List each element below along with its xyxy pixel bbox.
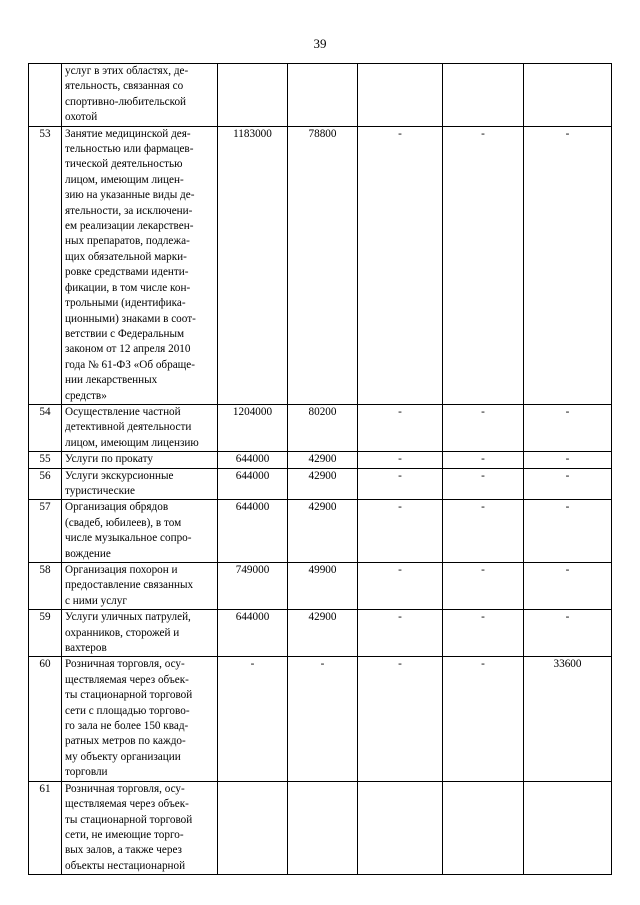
activity-description — [62, 126, 218, 404]
description-line: лицом, имеющим лицен- — [65, 173, 184, 186]
value-cell-5: - — [524, 126, 612, 404]
description-line: ятельности, за исключени- — [65, 204, 193, 217]
row-number — [29, 64, 62, 127]
value-cell-4: - — [443, 610, 524, 657]
description-line: фикации, в том числе кон- — [65, 281, 191, 294]
value-cell-1: 1183000 — [218, 126, 288, 404]
value-cell-3: - — [358, 610, 443, 657]
description-line: вождение — [65, 547, 111, 560]
value-cell-5: - — [524, 610, 612, 657]
activity-description — [62, 563, 218, 610]
description-line: Услуги по прокату — [65, 453, 153, 466]
value-cell-2: 78800 — [288, 126, 358, 404]
value-cell-3: - — [358, 468, 443, 500]
value-cell-5: - — [524, 468, 612, 500]
description-line: законом от 12 апреля 2010 — [65, 343, 191, 356]
description-line: ратных метров по каждо- — [65, 735, 186, 748]
description-line: тельностью или фармацев- — [65, 143, 194, 156]
value-cell-4: - — [443, 563, 524, 610]
description-line: охотой — [65, 111, 98, 124]
row-number: 60 — [29, 657, 62, 781]
value-cell-1: 644000 — [218, 452, 288, 468]
description-line: вых залов, а также через — [65, 844, 182, 857]
description-line: щих обязательной марки- — [65, 250, 187, 263]
table-row — [29, 657, 612, 781]
value-cell-3: - — [358, 657, 443, 781]
value-cell-2 — [288, 781, 358, 874]
description-line: числе музыкальное сопро- — [65, 532, 192, 545]
description-line: ятельность, связанная со — [65, 80, 184, 93]
value-cell-5: - — [524, 500, 612, 563]
description-line: ществляемая через объек- — [65, 798, 189, 811]
activity-description — [62, 64, 218, 127]
description-line: Осуществление частной — [65, 405, 181, 418]
description-line: года № 61-ФЗ «Об обраще- — [65, 358, 195, 371]
value-cell-2: 42900 — [288, 452, 358, 468]
description-line: ных препаратов, подлежа- — [65, 235, 190, 248]
table-row — [29, 404, 612, 451]
row-number: 57 — [29, 500, 62, 563]
value-cell-1: 644000 — [218, 610, 288, 657]
value-cell-1: - — [218, 657, 288, 781]
activity-description — [62, 610, 218, 657]
description-line: Услуги уличных патрулей, — [65, 611, 191, 624]
activity-description — [62, 781, 218, 874]
activity-description — [62, 404, 218, 451]
table-row — [29, 781, 612, 874]
value-cell-2 — [288, 64, 358, 127]
description-line: ты стационарной торговой — [65, 813, 193, 826]
value-cell-4 — [443, 64, 524, 127]
value-cell-4: - — [443, 404, 524, 451]
description-line: трольными (идентифика- — [65, 297, 186, 310]
value-cell-2: 49900 — [288, 563, 358, 610]
description-line: средств» — [65, 389, 107, 402]
row-number: 55 — [29, 452, 62, 468]
row-number: 58 — [29, 563, 62, 610]
description-line: объекты нестационарной — [65, 859, 186, 872]
row-number: 59 — [29, 610, 62, 657]
description-line: ем реализации лекарствен- — [65, 220, 194, 233]
activity-description — [62, 500, 218, 563]
value-cell-3: - — [358, 452, 443, 468]
value-cell-1 — [218, 781, 288, 874]
value-cell-3: - — [358, 563, 443, 610]
value-cell-3 — [358, 781, 443, 874]
value-cell-2: 42900 — [288, 610, 358, 657]
row-number: 56 — [29, 468, 62, 500]
description-line: Розничная торговля, осу- — [65, 658, 185, 671]
table-row — [29, 126, 612, 404]
table-row — [29, 468, 612, 500]
description-line: сети с площадью торгово- — [65, 704, 190, 717]
description-line: с ними услуг — [65, 594, 127, 607]
value-cell-5: - — [524, 563, 612, 610]
description-line: му объекту организации — [65, 750, 181, 763]
value-cell-4: - — [443, 126, 524, 404]
value-cell-2: 42900 — [288, 468, 358, 500]
value-cell-5: 33600 — [524, 657, 612, 781]
value-cell-3 — [358, 64, 443, 127]
value-cell-4: - — [443, 657, 524, 781]
value-cell-4 — [443, 781, 524, 874]
table-row — [29, 563, 612, 610]
value-cell-1: 644000 — [218, 500, 288, 563]
value-cell-3: - — [358, 500, 443, 563]
description-line: ционными) знаками в соот- — [65, 312, 196, 325]
description-line: лицом, имеющим лицензию — [65, 436, 199, 449]
description-line: ровке средствами иденти- — [65, 266, 189, 279]
row-number: 53 — [29, 126, 62, 404]
value-cell-5 — [524, 64, 612, 127]
description-line: Организация обрядов — [65, 501, 169, 514]
value-cell-5: - — [524, 452, 612, 468]
description-line: вахтеров — [65, 642, 107, 655]
description-line: нии лекарственных — [65, 374, 158, 387]
value-cell-1: 1204000 — [218, 404, 288, 451]
value-cell-2: 42900 — [288, 500, 358, 563]
value-cell-1: 644000 — [218, 468, 288, 500]
value-cell-5: - — [524, 404, 612, 451]
description-line: Розничная торговля, осу- — [65, 782, 185, 795]
table-row — [29, 452, 612, 468]
value-cell-4: - — [443, 468, 524, 500]
table-row — [29, 64, 612, 127]
activity-description — [62, 657, 218, 781]
activity-description — [62, 468, 218, 500]
value-cell-3: - — [358, 404, 443, 451]
value-cell-1: 749000 — [218, 563, 288, 610]
tariff-table — [28, 63, 612, 875]
description-line: Организация похорон и — [65, 564, 178, 576]
value-cell-4: - — [443, 500, 524, 563]
description-line: (свадеб, юбилеев), в том — [65, 516, 182, 529]
description-line: услуг в этих областях, де- — [65, 65, 189, 77]
description-line: зию на указанные виды де- — [65, 189, 195, 202]
description-line: Занятие медицинской дея- — [65, 127, 191, 140]
table-body — [29, 64, 612, 875]
page-number: 39 — [313, 36, 327, 51]
value-cell-1 — [218, 64, 288, 127]
activity-description — [62, 452, 218, 468]
value-cell-2: 80200 — [288, 404, 358, 451]
row-number: 61 — [29, 781, 62, 874]
description-line: ты стационарной торговой — [65, 689, 193, 702]
description-line: го зала не более 150 квад- — [65, 720, 189, 733]
table-row — [29, 610, 612, 657]
value-cell-3: - — [358, 126, 443, 404]
value-cell-2: - — [288, 657, 358, 781]
description-line: Услуги экскурсионные — [65, 469, 174, 482]
row-number: 54 — [29, 404, 62, 451]
description-line: спортивно-любительской — [65, 95, 187, 108]
table-row — [29, 500, 612, 563]
description-line: торговли — [65, 766, 108, 779]
description-line: детективной деятельности — [65, 421, 192, 434]
description-line: ветствии с Федеральным — [65, 327, 185, 340]
description-line: туристические — [65, 484, 135, 497]
description-line: охранников, сторожей и — [65, 626, 180, 639]
value-cell-5 — [524, 781, 612, 874]
description-line: предоставление связанных — [65, 579, 194, 592]
description-line: тической деятельностью — [65, 158, 183, 171]
description-line: ществляемая через объек- — [65, 673, 189, 686]
description-line: сети, не имеющие торго- — [65, 828, 184, 841]
value-cell-4: - — [443, 452, 524, 468]
